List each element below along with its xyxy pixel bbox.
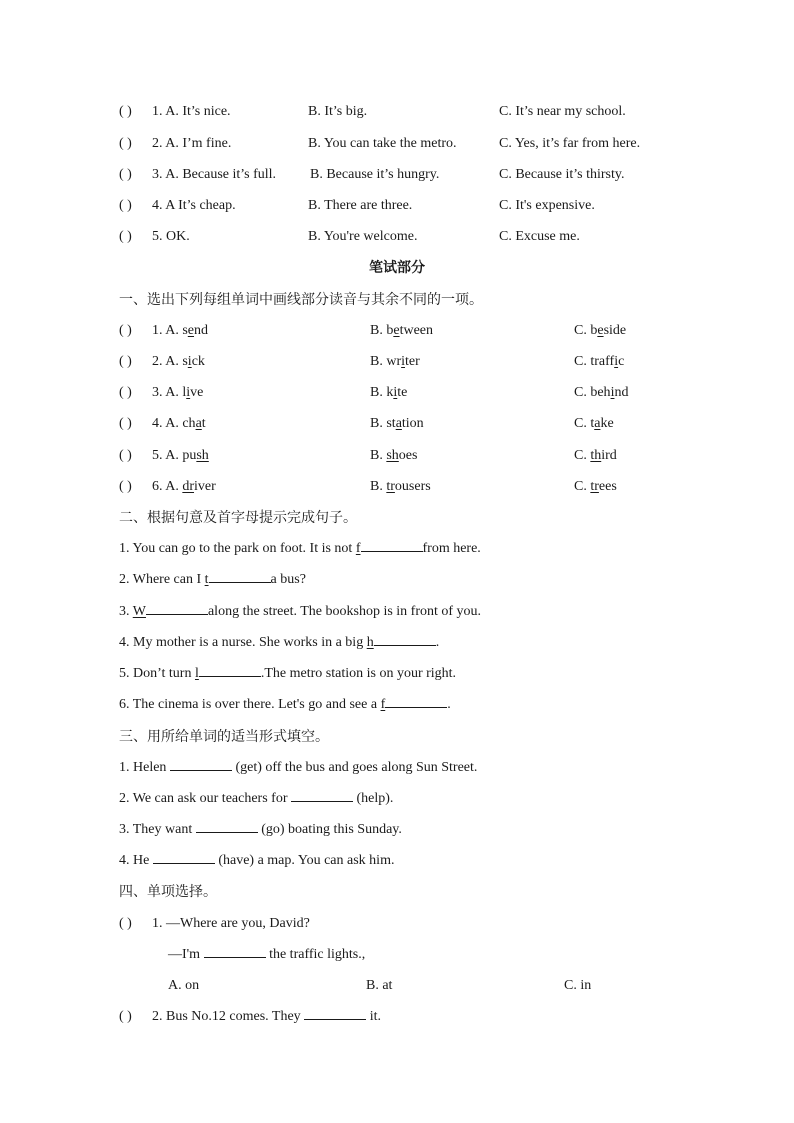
first-letter-hint: h: [366, 635, 374, 650]
answer-blank[interactable]: [196, 818, 258, 833]
answer-paren: ( ): [119, 1009, 132, 1024]
option-c: C. Excuse me.: [499, 229, 580, 244]
completion-item-6: [0, 693, 794, 717]
word-option-a: 6. A. driver: [152, 479, 216, 494]
listening-item-3: [0, 163, 794, 187]
underlined-letters: e: [393, 323, 400, 338]
option-c: C. It's expensive.: [499, 198, 595, 213]
answer-paren: ( ): [119, 198, 132, 213]
choice-item-2: [0, 1005, 794, 1029]
answer-paren: ( ): [119, 416, 132, 431]
section3-heading: 三、用所给单词的适当形式填空。: [119, 729, 329, 745]
word-option-b: B. between: [370, 323, 433, 338]
underlined-letters: e: [187, 323, 195, 338]
answer-blank[interactable]: [204, 943, 266, 958]
section1-heading-row: [0, 288, 794, 312]
underlined-letters: sh: [196, 448, 209, 463]
answer-paren: ( ): [119, 354, 132, 369]
word-form-sentence: 1. Helen (get) off the bus and goes along Sun Street.: [119, 756, 477, 780]
word-form-sentence: 2. We can ask our teachers for (help).: [119, 787, 393, 811]
option-a: 2. A. I’m fine.: [152, 136, 232, 151]
word-option-a: 3. A. live: [152, 385, 204, 400]
option-b: B. It’s big.: [308, 104, 368, 119]
section1-heading: 一、选出下列每组单词中画线部分读音与其余不同的一项。: [119, 292, 483, 308]
completion-sentence: 5. Don’t turn l .The metro station is on your right.: [119, 662, 456, 686]
listening-item-1: [0, 100, 794, 124]
underlined-letters: i: [610, 385, 615, 400]
section4-heading: 四、单项选择。: [119, 884, 217, 900]
listening-item-2: [0, 132, 794, 156]
word-option-a: 2. A. sick: [152, 354, 205, 369]
listening-item-4: [0, 194, 794, 218]
underlined-letters: i: [614, 354, 619, 369]
choice-option-c[interactable]: C. in: [564, 978, 592, 993]
word-option-c: C. behind: [574, 385, 629, 400]
first-letter-hint: t: [204, 572, 209, 587]
answer-paren: ( ): [119, 167, 132, 182]
underlined-letters: tr: [590, 479, 599, 494]
choice-item-1-options: [0, 974, 794, 998]
written-part-title: 笔试部分: [369, 260, 425, 276]
answer-paren: ( ): [119, 136, 132, 151]
completion-item-3: [0, 600, 794, 624]
section2-heading-row: [0, 506, 794, 530]
underlined-letters: i: [187, 354, 192, 369]
answer-paren: ( ): [119, 104, 132, 119]
completion-item-1: [0, 537, 794, 561]
section3-heading-row: [0, 725, 794, 749]
underlined-letters: a: [195, 416, 202, 431]
word-form-item-1: [0, 756, 794, 780]
answer-blank[interactable]: [304, 1005, 366, 1020]
answer-blank[interactable]: [291, 787, 353, 802]
completion-item-4: [0, 631, 794, 655]
phonics-item-1: [0, 319, 794, 343]
word-form-item-2: [0, 787, 794, 811]
answer-blank[interactable]: [170, 756, 232, 771]
choice-question: 1. —Where are you, David?: [152, 916, 310, 931]
answer-blank[interactable]: [361, 537, 423, 552]
underlined-letters: sh: [386, 448, 399, 463]
first-letter-hint: f: [355, 541, 361, 556]
completion-item-5: [0, 662, 794, 686]
answer-blank[interactable]: [146, 600, 208, 615]
answer-blank[interactable]: [374, 631, 436, 646]
word-option-c: C. beside: [574, 323, 627, 338]
word-option-b: B. station: [370, 416, 424, 431]
word-form-sentence: 3. They want (go) boating this Sunday.: [119, 818, 402, 842]
answer-blank[interactable]: [209, 568, 271, 583]
phonics-item-6: [0, 475, 794, 499]
underlined-letters: dr: [182, 479, 195, 494]
underlined-letters: a: [395, 416, 402, 431]
word-form-item-4: [0, 849, 794, 873]
listening-item-5: [0, 225, 794, 249]
completion-sentence: 4. My mother is a nurse. She works in a big h .: [119, 631, 439, 655]
word-option-c: C. trees: [574, 479, 617, 494]
first-letter-hint: l: [194, 666, 199, 681]
option-b: B. You're welcome.: [308, 229, 418, 244]
word-option-b: B. trousers: [370, 479, 431, 494]
word-option-a: 1. A. send: [152, 323, 209, 338]
option-a: 3. A. Because it’s full.: [152, 167, 277, 182]
word-option-b: B. writer: [370, 354, 420, 369]
underlined-letters: a: [594, 416, 601, 431]
choice-reply: —I'm the traffic lights.,: [168, 943, 365, 967]
word-option-a: 5. A. push: [152, 448, 209, 463]
written-part-title-row: [0, 256, 794, 280]
underlined-letters: tr: [386, 479, 395, 494]
word-option-c: C. traffic: [574, 354, 625, 369]
first-letter-hint: f: [380, 697, 386, 712]
phonics-item-4: [0, 412, 794, 436]
answer-paren: ( ): [119, 229, 132, 244]
underlined-letters: i: [186, 385, 191, 400]
word-option-a: 4. A. chat: [152, 416, 206, 431]
answer-paren: ( ): [119, 323, 132, 338]
word-form-item-3: [0, 818, 794, 842]
answer-paren: ( ): [119, 448, 132, 463]
answer-paren: ( ): [119, 479, 132, 494]
option-c: C. Yes, it’s far from here.: [499, 136, 641, 151]
section4-heading-row: [0, 880, 794, 904]
completion-sentence: 1. You can go to the park on foot. It is not f from here.: [119, 537, 481, 561]
completion-item-2: [0, 568, 794, 592]
phonics-item-2: [0, 350, 794, 374]
underlined-letters: e: [597, 323, 604, 338]
choice-item-1: [0, 912, 794, 936]
option-c: C. It’s near my school.: [499, 104, 626, 119]
choice-option-b[interactable]: B. at: [366, 978, 393, 993]
option-a: 1. A. It’s nice.: [152, 104, 231, 119]
answer-paren: ( ): [119, 385, 132, 400]
completion-sentence: 2. Where can I t a bus?: [119, 568, 306, 592]
word-option-c: C. take: [574, 416, 614, 431]
option-a: 4. A It’s cheap.: [152, 198, 236, 213]
underlined-letters: th: [590, 448, 602, 463]
section2-heading: 二、根据句意及首字母提示完成句子。: [119, 510, 357, 526]
first-letter-hint: W: [132, 604, 146, 619]
completion-sentence: 6. The cinema is over there. Let's go and see a f .: [119, 693, 451, 717]
answer-paren: ( ): [119, 916, 132, 931]
answer-blank[interactable]: [385, 693, 447, 708]
option-b: B. Because it’s hungry.: [310, 167, 440, 182]
choice-item-1-reply: [0, 943, 794, 967]
word-form-sentence: 4. He (have) a map. You can ask him.: [119, 849, 394, 873]
word-option-b: B. shoes: [370, 448, 418, 463]
answer-blank[interactable]: [153, 849, 215, 864]
word-option-c: C. third: [574, 448, 617, 463]
underlined-letters: i: [401, 354, 406, 369]
option-b: B. There are three.: [308, 198, 413, 213]
choice-option-a[interactable]: A. on: [168, 978, 200, 993]
completion-sentence: 3. W along the street. The bookshop is in front of you.: [119, 600, 481, 624]
option-b: B. You can take the metro.: [308, 136, 457, 151]
option-c: C. Because it’s thirsty.: [499, 167, 625, 182]
word-option-b: B. kite: [370, 385, 408, 400]
answer-blank[interactable]: [199, 662, 261, 677]
choice-question: 2. Bus No.12 comes. They it.: [152, 1005, 381, 1029]
phonics-item-3: [0, 381, 794, 405]
underlined-letters: i: [393, 385, 398, 400]
option-a: 5. OK.: [152, 229, 190, 244]
phonics-item-5: [0, 444, 794, 468]
